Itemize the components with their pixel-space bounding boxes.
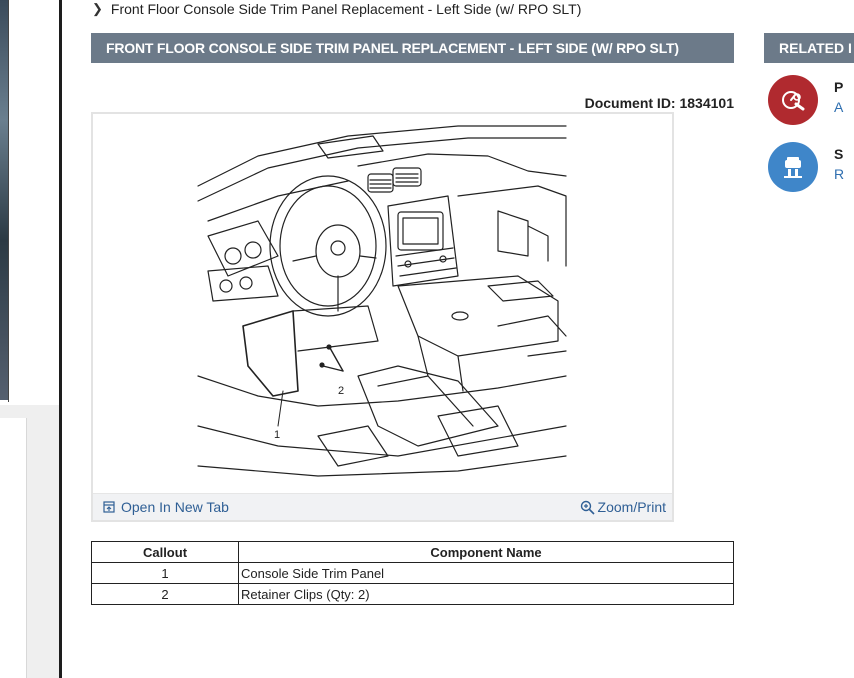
page-title: FRONT FLOOR CONSOLE SIDE TRIM PANEL REPLACEMENT - LEFT SIDE (W/ RPO SLT) [91,33,734,63]
console-trim-illustration[interactable] [198,126,566,486]
left-panel [9,0,59,410]
related-item-1-title: P [834,79,844,95]
gauge-wrench-icon [768,75,818,125]
figure-footer [93,493,672,520]
open-in-new-tab-link[interactable] [103,499,229,515]
open-in-new-tab-label[interactable]: Open In New Tab [121,499,229,515]
related-item-1-link[interactable]: A [834,99,844,115]
figure-callout-2: 2 [338,385,345,397]
callout-cell: 1 [92,563,239,584]
related-item-2-link[interactable]: R [834,166,845,182]
related-item-1[interactable] [768,75,843,125]
chevron-right-icon: ❯ [92,1,103,16]
component-cell: Console Side Trim Panel [239,563,734,584]
breadcrumb[interactable] [92,0,581,18]
related-header: RELATED I [764,33,854,63]
left-card [0,418,27,678]
document-id: Document ID: 1834101 [584,95,734,111]
open-new-tab-icon [103,501,115,513]
car-lift-icon [768,142,818,192]
figure-callout-1: 1 [274,429,281,441]
zoom-print-label[interactable]: Zoom/Print [597,499,666,515]
callout-cell: 2 [92,584,239,605]
figure-container [91,112,674,522]
table-header-row [92,542,734,563]
breadcrumb-text[interactable]: Front Floor Console Side Trim Panel Replacement - Left Side (w/ RPO SLT) [110,1,582,17]
column-header-component: Component Name [239,542,734,563]
document-main [62,0,852,678]
component-cell: Retainer Clips (Qty: 2) [239,584,734,605]
related-item-2[interactable] [768,142,844,192]
zoom-print-link[interactable] [580,499,666,515]
column-header-callout: Callout [92,542,239,563]
related-item-2-title: S [834,146,844,162]
background-window-sliver [0,0,8,400]
table-row [92,563,734,584]
callout-table [91,541,734,605]
zoom-icon [580,500,595,515]
table-row [92,584,734,605]
